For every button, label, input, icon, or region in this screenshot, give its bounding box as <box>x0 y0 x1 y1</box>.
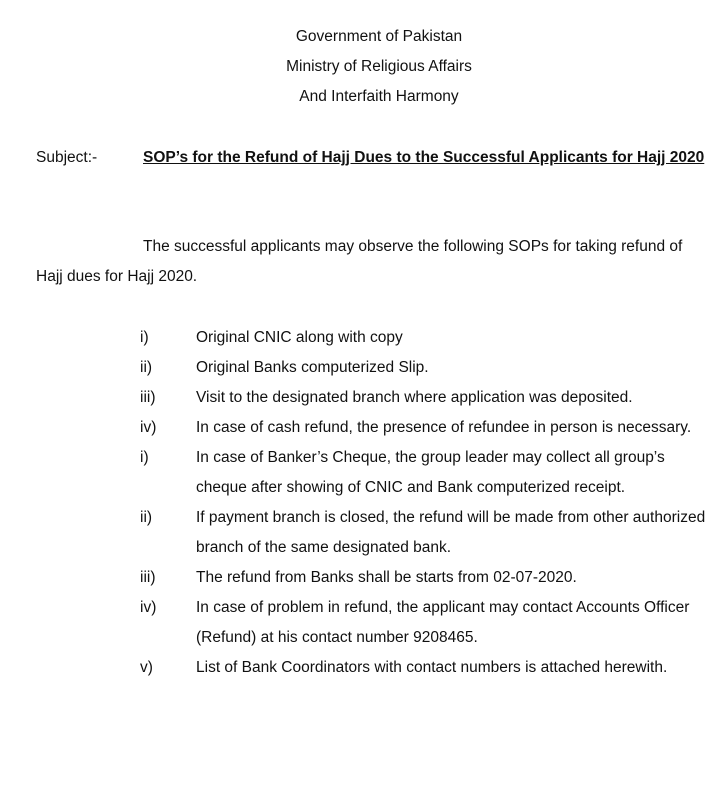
list-item <box>0 593 718 653</box>
list-item-text: In case of Banker’s Cheque, the group leader may collect all group’s cheque after showing of CNIC and Bank computerized receipt. <box>196 449 665 496</box>
list-item-number: i) <box>140 449 149 466</box>
subject-label: Subject:- <box>36 149 98 166</box>
list-item-number: iv) <box>140 419 157 436</box>
list-item <box>0 503 718 563</box>
letterhead-line-division: And Interfaith Harmony <box>299 88 459 105</box>
intro-paragraph: The successful applicants may observe the following SOPs for taking refund of Hajj dues for Hajj 2020. <box>36 238 683 285</box>
list-item-text: List of Bank Coordinators with contact numbers is attached herewith. <box>196 659 668 676</box>
list-item-text: The refund from Banks shall be starts from 02-07-2020. <box>196 569 577 586</box>
list-item-number: i) <box>140 329 149 346</box>
sop-list <box>0 323 718 683</box>
list-item-text: In case of cash refund, the presence of refundee in person is necessary. <box>196 419 692 436</box>
list-item-text: Original Banks computerized Slip. <box>196 359 429 376</box>
letterhead-line-ministry: Ministry of Religious Affairs <box>286 58 472 75</box>
list-item <box>0 413 718 443</box>
list-item-number: ii) <box>140 509 153 526</box>
letterhead <box>0 22 718 112</box>
list-item-text: Visit to the designated branch where application was deposited. <box>196 389 633 406</box>
list-item <box>0 653 718 683</box>
list-item <box>0 323 718 353</box>
letterhead-line-government: Government of Pakistan <box>295 28 463 45</box>
list-item-number: iii) <box>140 389 156 406</box>
list-item-text: If payment branch is closed, the refund will be made from other authorized branch of the same designated bank. <box>196 509 706 556</box>
list-item <box>0 563 718 593</box>
list-item <box>0 383 718 413</box>
list-item <box>0 443 718 503</box>
list-item-number: ii) <box>140 359 153 376</box>
list-item-number: iv) <box>140 599 157 616</box>
list-item-number: v) <box>140 659 153 676</box>
list-item-text: Original CNIC along with copy <box>196 329 403 346</box>
list-item-text: In case of problem in refund, the applicant may contact Accounts Officer (Refund) at his contact number 9208465. <box>196 599 690 646</box>
subject-title: SOP’s for the Refund of Hajj Dues to the Successful Applicants for Hajj 2020 <box>143 149 705 166</box>
list-item <box>0 353 718 383</box>
list-item-number: iii) <box>140 569 156 586</box>
